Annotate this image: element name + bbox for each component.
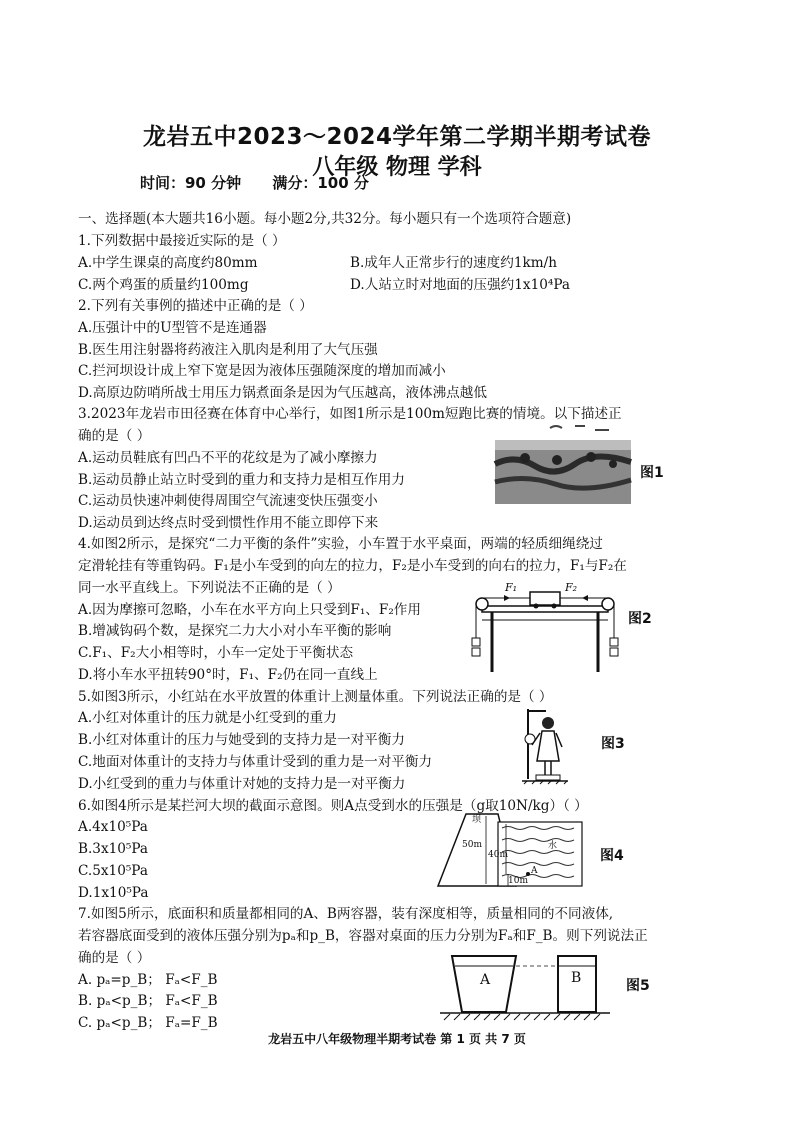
figure-2-two-force-apparatus [470, 580, 620, 680]
q3-option-c: C.运动员快速冲刺使得周围空气流速变快压强变小 [78, 493, 378, 509]
q2-option-a: A.压强计中的U型管不是连通器 [78, 320, 267, 336]
exam-score: 满分：100 分 [272, 174, 369, 192]
exam-time-info [140, 172, 395, 193]
q4-stem-line3: 同一水平直线上。下列说法不正确的是（ ） [78, 580, 341, 596]
q7-option-a: A. pₐ=p_B； Fₐ<F_B [78, 972, 218, 988]
q2-option-b: B.医生用注射器将药液注入肌肉是利用了大气压强 [78, 342, 378, 358]
figure-4-dam-label: 坝 [472, 815, 482, 825]
q2-option-c: C.拦河坝设计成上窄下宽是因为液体压强随深度的增加而减小 [78, 363, 446, 379]
figure-5-container-a-label: A [480, 972, 491, 988]
q5-stem: 5.如图3所示，小红站在水平放置的体重计上测量体重。下列说法正确的是（ ） [78, 689, 553, 705]
q1-option-a: A.中学生课桌的高度约80mm [78, 255, 258, 271]
q4-stem-line2: 定滑轮挂有等重钩码。F₁是小车受到的向左的拉力，F₂是小车受到的向右的拉力，F₁与F₂在 [78, 558, 627, 574]
q3-option-d: D.运动员到达终点时受到惯性作用不能立即停下来 [78, 515, 379, 531]
exam-title: 龙岩五中2023～2024学年第二学期半期考试卷 [142, 124, 652, 150]
q5-option-d: D.小红受到的重力与体重计对她的支持力是一对平衡力 [78, 776, 406, 792]
q7-stem-line2: 若容器底面受到的液体压强分别为pₐ和p_B，容器对桌面的压力分别为Fₐ和F_B。则下列说法正 [78, 928, 648, 944]
exam-time: 时间：90 分钟 [140, 174, 242, 192]
q2-option-d: D.高原边防哨所战士用压力锅煮面条是因为气压越高，液体沸点越低 [78, 385, 487, 401]
q1-option-d: D.人站立时对地面的压强约1x10⁴Pa [350, 277, 570, 293]
figure-2-f1-label: F₁ [505, 581, 518, 594]
q3-stem-line2: 确的是（ ） [78, 428, 151, 444]
figure-5-two-containers [440, 950, 610, 1022]
figure-5-label: 图5 [626, 978, 650, 994]
q5-option-a: A.小红对体重计的压力就是小红受到的重力 [78, 710, 337, 726]
q4-option-c: C.F₁、F₂大小相等时，小车一定处于平衡状态 [78, 645, 354, 661]
figure-3-girl-on-scale [520, 705, 570, 785]
q5-option-b: B.小红对体重计的压力与她受到的支持力是一对平衡力 [78, 732, 405, 748]
figure-4-water-label: 水 [548, 841, 558, 851]
q7-stem-line3: 确的是（ ） [78, 950, 151, 966]
q7-option-c: C. pₐ<p_B； Fₐ=F_B [78, 1015, 218, 1031]
q6-option-c: C.5x10⁵Pa [78, 863, 148, 879]
figure-4-label: 图4 [600, 848, 624, 864]
figure-2-f2-label: F₂ [565, 581, 578, 594]
figure-1-sprint-photo [495, 424, 631, 504]
q4-option-d: D.将小车水平扭转90°时，F₁、F₂仍在同一直线上 [78, 667, 378, 683]
q7-stem-line1: 7.如图5所示，底面积和质量都相同的A、B两容器，装有深度相等，质量相同的不同液体, [78, 906, 614, 922]
q6-option-a: A.4x10⁵Pa [78, 819, 148, 835]
q6-option-d: D.1x10⁵Pa [78, 885, 149, 901]
figure-4-height-50m: 50m [462, 840, 482, 850]
q6-option-b: B.3x10⁵Pa [78, 841, 149, 857]
figure-4-height-10m: 10m [508, 876, 528, 886]
q6-stem: 6.如图4所示是某拦河大坝的截面示意图。则A点受到水的压强是（g取10N/kg）（ ） [78, 798, 588, 814]
q1-stem: 1.下列数据中最接近实际的是（ ） [78, 233, 286, 249]
figure-4-point-a: A [531, 866, 538, 876]
figure-2-label: 图2 [628, 611, 652, 627]
q3-stem-line1: 3.2023年龙岩市田径赛在体育中心举行，如图1所示是100m短跑比赛的情境。以下描述正 [78, 406, 622, 422]
exam-subject: 八年级 物理 学科 [312, 155, 482, 180]
q4-stem-line1: 4.如图2所示，是探究“二力平衡的条件”实验，小车置于水平桌面，两端的轻质细绳绕过 [78, 536, 603, 552]
section-heading: 一、选择题(本大题共16小题。每小题2分,共32分。每小题只有一个选项符合题意) [78, 211, 572, 227]
q2-stem: 2.下列有关事例的描述中正确的是（ ） [78, 298, 313, 314]
page-footer: 龙岩五中八年级物理半期考试卷 第 1 页 共 7 页 [268, 1032, 526, 1046]
q4-option-a: A.因为摩擦可忽略，小车在水平方向上只受到F₁、F₂作用 [78, 602, 421, 618]
q3-option-b: B.运动员静止站立时受到的重力和支持力是相互作用力 [78, 472, 405, 488]
q4-option-b: B.增减钩码个数，是探究二力大小对小车平衡的影响 [78, 623, 392, 639]
q1-option-c: C.两个鸡蛋的质量约100mg [78, 277, 249, 293]
q5-option-c: C.地面对体重计的支持力与体重计受到的重力是一对平衡力 [78, 754, 433, 770]
q1-option-b: B.成年人正常步行的速度约1km/h [350, 255, 557, 271]
figure-4-depth-40m: 40m [488, 850, 508, 860]
figure-5-container-b-label: B [571, 970, 582, 986]
figure-1-label: 图1 [640, 465, 664, 481]
figure-3-label: 图3 [601, 736, 625, 752]
q7-option-b: B. pₐ<p_B； Fₐ<F_B [78, 993, 218, 1009]
q3-option-a: A.运动员鞋底有凹凸不平的花纹是为了减小摩擦力 [78, 450, 378, 466]
